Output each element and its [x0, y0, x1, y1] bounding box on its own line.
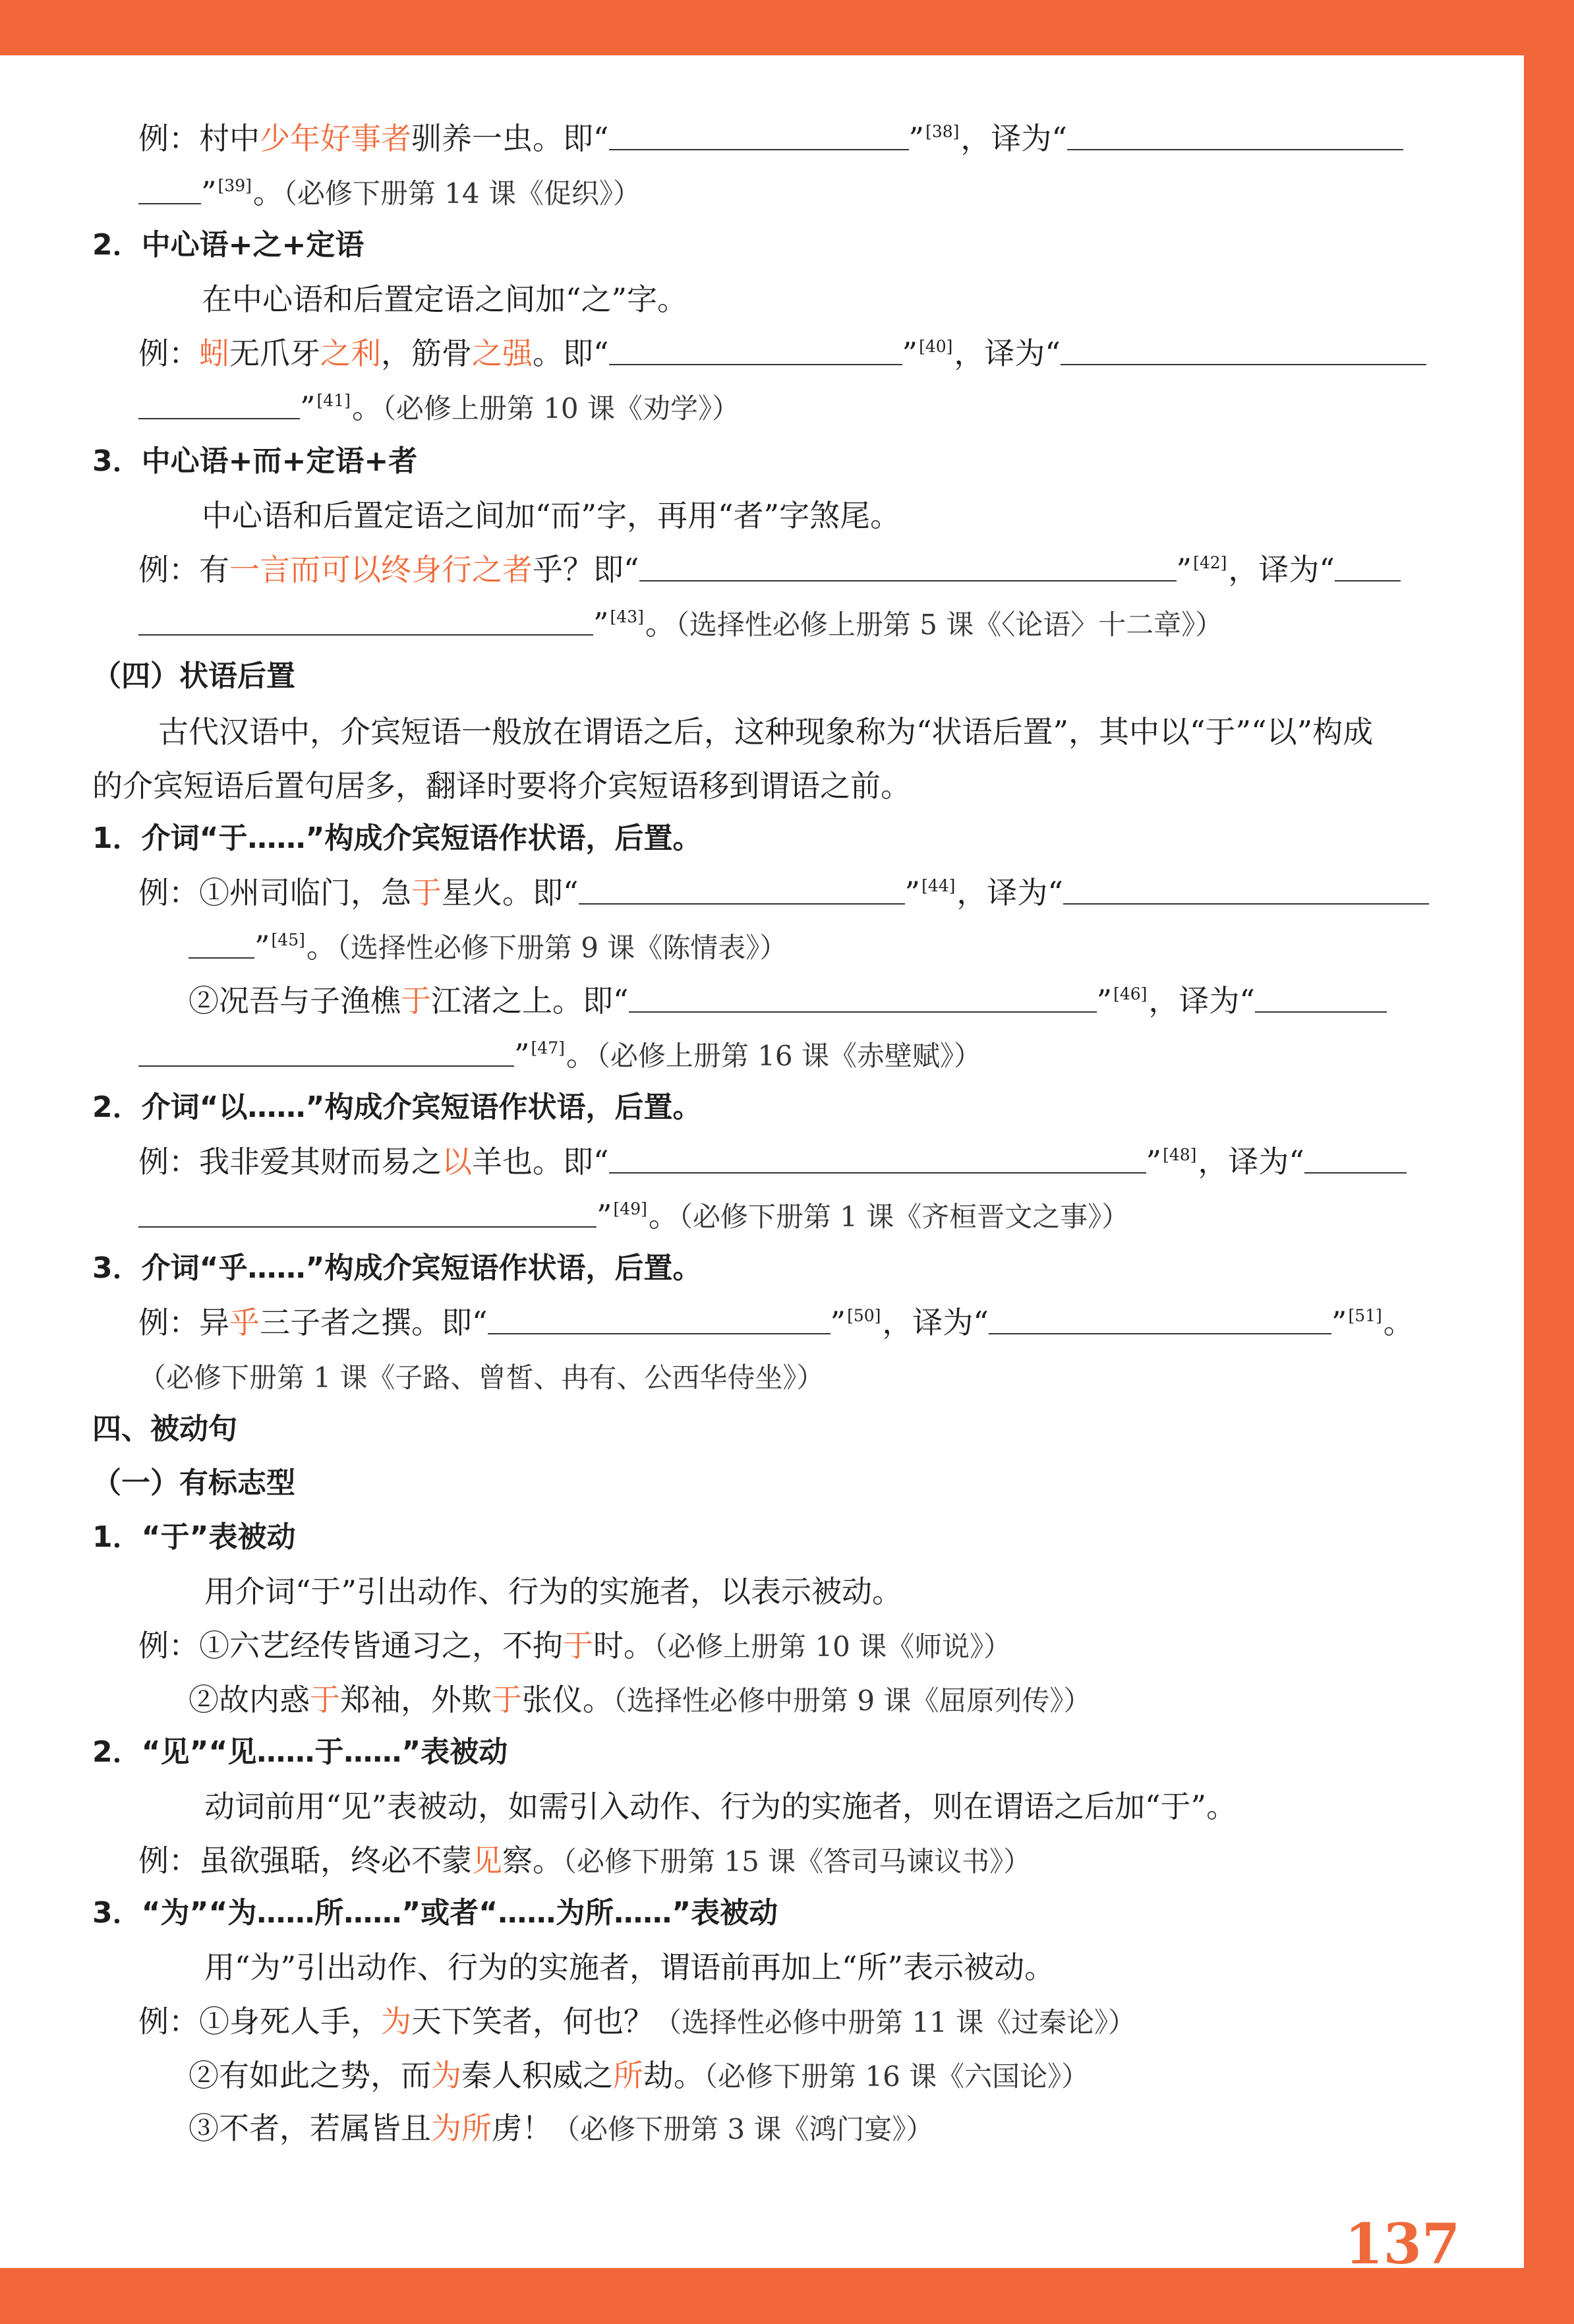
answer-blank: [488, 1301, 831, 1334]
footnote-marker: [40]: [919, 337, 953, 356]
highlighted-text: 于: [310, 1682, 340, 1717]
answer-blank: [639, 549, 1177, 581]
text-segment: 星火。即“: [442, 875, 579, 910]
text-segment: （一）有标志型: [92, 1466, 295, 1500]
text-segment: 3．中心语+而+定语+者: [92, 444, 418, 478]
highlighted-text: 之强: [472, 336, 533, 371]
text-segment: ”: [1096, 983, 1113, 1019]
text-segment: ，译为“: [882, 1305, 989, 1340]
text-segment: 例：村中: [138, 121, 260, 156]
section-heading: [92, 1514, 295, 1561]
source-citation: （选择性必修中册第 11 课《过秦论》）: [654, 2006, 1136, 2039]
section-heading: [92, 1890, 778, 1936]
text-segment: 驯养一虫。即“: [411, 121, 609, 156]
text-line: [189, 978, 1387, 1024]
highlighted-text: 乎: [229, 1305, 260, 1340]
text-segment: 四、被动句: [92, 1412, 237, 1446]
text-line: [138, 547, 1401, 593]
highlighted-text: 于: [492, 1682, 522, 1717]
text-line: [189, 924, 787, 970]
text-segment: ，译为“: [956, 875, 1063, 910]
text-segment: 。: [648, 1198, 679, 1234]
text-segment: ，筋骨: [381, 336, 472, 371]
footnote-marker: [43]: [610, 607, 644, 626]
text-line: [204, 1568, 902, 1615]
source-citation: （必修下册第 3 课《鸿门宴》）: [552, 2113, 934, 2145]
text-line: [138, 601, 1223, 647]
answer-blank: [138, 171, 201, 204]
answer-blank: [609, 332, 902, 365]
text-segment: 。: [566, 1037, 597, 1073]
footnote-marker: [42]: [1193, 553, 1227, 572]
text-segment: 三子者之撰。即“: [260, 1305, 488, 1340]
text-line: [138, 1032, 981, 1078]
source-citation: （必修上册第 10 课《劝学》）: [382, 392, 740, 425]
text-segment: 。: [645, 606, 676, 641]
source-citation: （必修下册第 15 课《答司马谏议书》）: [563, 1845, 1032, 1878]
footnote-marker: [38]: [925, 122, 960, 141]
text-segment: ③不者，若属皆且: [189, 2110, 431, 2146]
text-line: [158, 709, 1373, 755]
answer-blank: [1067, 117, 1403, 150]
answer-blank: [1335, 549, 1401, 581]
source-citation: （必修上册第 10 课《师说》）: [654, 1630, 1012, 1663]
text-line: [202, 276, 687, 322]
highlighted-text: 见: [472, 1843, 502, 1878]
text-segment: 无爪牙: [229, 336, 320, 371]
highlighted-text: 为: [431, 2058, 461, 2093]
text-segment: 张仪。: [522, 1682, 613, 1717]
section-heading: [92, 1460, 295, 1506]
text-line: [138, 1193, 1129, 1239]
text-segment: ”: [201, 175, 217, 210]
textbook-page: [0, 55, 1524, 2277]
text-line: [138, 330, 1426, 376]
text-segment: 。: [252, 175, 283, 210]
answer-blank: [1304, 1141, 1407, 1174]
text-line: [202, 492, 900, 539]
text-segment: ，译为“: [954, 336, 1061, 371]
text-segment: 江渚之上。即“: [431, 983, 629, 1019]
text-segment: ，译为“: [1148, 983, 1255, 1019]
text-segment: 1．介词“于……”构成介宾短语作状语，后置。: [92, 821, 702, 855]
text-segment: 时。: [593, 1628, 654, 1663]
text-line: [92, 763, 911, 809]
text-segment: ，译为“: [1198, 1144, 1304, 1179]
source-citation: （选择性必修下册第 9 课《陈情表》）: [336, 932, 788, 964]
section-heading: [92, 222, 364, 268]
text-segment: 郑袖，外欺: [340, 1682, 492, 1717]
text-segment: 察。: [502, 1843, 563, 1878]
text-segment: ②有如此之势，而: [189, 2058, 431, 2093]
text-segment: 。即“: [533, 336, 609, 371]
answer-blank: [579, 872, 905, 905]
text-segment: ”: [300, 390, 316, 425]
text-line: [204, 1944, 1055, 1990]
answer-blank: [138, 1034, 514, 1067]
section-heading: [92, 438, 417, 485]
text-segment: ②况吾与子渔樵: [189, 983, 401, 1019]
text-line: [138, 1354, 824, 1400]
text-segment: 例：异: [138, 1305, 229, 1340]
text-segment: ，译为“: [1228, 552, 1335, 587]
highlighted-text: 于: [411, 875, 442, 910]
source-citation: （必修下册第 1 课《齐桓晋文之事》）: [678, 1201, 1130, 1233]
text-segment: 3．“为”“为……所……”或者“……为所……”表被动: [92, 1896, 778, 1930]
text-segment: 乎？即“: [533, 552, 639, 587]
highlighted-text: 一言而可以终身行之者: [229, 552, 533, 587]
text-line: [204, 1783, 1237, 1830]
text-segment: 。: [351, 390, 382, 425]
text-segment: 例：我非爱其财而易之: [138, 1144, 442, 1179]
text-segment: 。: [306, 929, 337, 965]
section-heading: [92, 653, 295, 700]
text-segment: 例：虽欲强聒，终必不蒙: [138, 1843, 472, 1878]
answer-blank: [629, 980, 1097, 1013]
highlighted-text: 少年好事者: [260, 121, 411, 156]
section-heading: [92, 1729, 508, 1775]
text-segment: 例：: [138, 336, 199, 371]
text-line: [138, 169, 641, 216]
text-segment: 2．“见”“见……于……”表被动: [92, 1735, 508, 1769]
text-segment: ”: [514, 1037, 530, 1073]
text-line: [189, 1677, 1091, 1723]
footnote-marker: [46]: [1113, 984, 1148, 1003]
text-segment: ”: [1146, 1144, 1162, 1179]
highlighted-text: 于: [563, 1628, 593, 1663]
text-segment: ”: [830, 1305, 846, 1340]
text-line: [138, 1998, 1136, 2044]
text-segment: 虏！: [492, 2110, 552, 2146]
footnote-marker: [51]: [1348, 1306, 1382, 1325]
text-segment: 劫。: [643, 2058, 704, 2093]
text-segment: 秦人积威之: [461, 2058, 613, 2093]
text-segment: 古代汉语中，介宾短语一般放在谓语之后，这种现象称为“状语后置”，其中以“于”“以”构成: [158, 714, 1374, 750]
text-segment: 例：①六艺经传皆通习之，不拘: [138, 1628, 563, 1663]
text-line: [138, 115, 1403, 162]
text-segment: ”: [1331, 1305, 1347, 1340]
answer-blank: [1255, 980, 1387, 1013]
footnote-marker: [49]: [613, 1199, 647, 1218]
text-line: [189, 2105, 933, 2151]
footnote-marker: [48]: [1163, 1145, 1197, 1164]
text-segment: 2．中心语+之+定语: [92, 228, 364, 262]
text-line: [189, 2052, 1089, 2099]
text-segment: 在中心语和后置定语之间加“之”字。: [202, 282, 688, 317]
text-line: [138, 870, 1429, 916]
text-line: [138, 1623, 1011, 1669]
text-segment: 1．“于”表被动: [92, 1520, 296, 1554]
section-heading: [92, 1085, 701, 1131]
text-line: [138, 1299, 1414, 1346]
answer-blank: [609, 117, 909, 150]
answer-blank: [989, 1301, 1331, 1334]
source-citation: （必修下册第 1 课《子路、曾皙、冉有、公西华侍坐》）: [138, 1361, 825, 1394]
answer-blank: [138, 386, 300, 419]
source-citation: （选择性必修中册第 9 课《屈原列传》）: [613, 1684, 1092, 1717]
text-segment: 用“为”引出动作、行为的实施者，谓语前再加上“所”表示被动。: [204, 1950, 1055, 1985]
footnote-marker: [45]: [271, 930, 305, 949]
section-heading: [92, 816, 701, 862]
source-citation: （选择性必修上册第 5 课《〈论语〉十二章》）: [675, 609, 1223, 641]
text-segment: ”: [597, 1198, 612, 1234]
footnote-marker: [44]: [921, 876, 956, 895]
answer-blank: [138, 603, 593, 636]
text-segment: 例：有: [138, 552, 229, 587]
text-segment: 的介宾短语后置句居多，翻译时要将介宾短语移到谓语之前。: [92, 768, 911, 804]
footnote-marker: [41]: [316, 391, 351, 410]
text-segment: 例：①州司临门，急: [138, 875, 411, 910]
section-heading: [92, 1406, 237, 1452]
text-line: [138, 1837, 1031, 1884]
answer-blank: [609, 1141, 1146, 1174]
text-segment: ”: [1176, 552, 1192, 587]
highlighted-text: 所: [613, 2058, 643, 2093]
highlighted-text: 为所: [431, 2110, 492, 2146]
answer-blank: [1063, 872, 1429, 905]
highlighted-text: 之利: [320, 336, 381, 371]
footnote-marker: [47]: [531, 1038, 565, 1058]
text-segment: ”: [904, 875, 921, 910]
text-segment: 。: [1383, 1305, 1414, 1340]
highlighted-text: 以: [442, 1144, 472, 1179]
page-number: 137: [1345, 2211, 1461, 2277]
text-segment: 羊也。即“: [472, 1144, 609, 1179]
text-segment: 天下笑者，何也？: [411, 2004, 654, 2039]
source-citation: （必修上册第 16 课《赤壁赋》）: [596, 1040, 982, 1072]
answer-blank: [189, 926, 254, 959]
text-segment: ，译为“: [960, 121, 1067, 156]
source-citation: （必修下册第 16 课《六国论》）: [704, 2060, 1090, 2093]
text-segment: 中心语和后置定语之间加“而”字，再用“者”字煞尾。: [202, 498, 901, 533]
text-segment: ”: [908, 121, 925, 156]
text-segment: 3．介词“乎……”构成介宾短语作状语，后置。: [92, 1251, 702, 1285]
text-segment: 动词前用“见”表被动，如需引入动作、行为的实施者，则在谓语之后加“于”。: [204, 1789, 1237, 1824]
answer-blank: [1061, 332, 1426, 365]
source-citation: （必修下册第 14 课《促织》）: [283, 177, 641, 210]
text-segment: 用介词“于”引出动作、行为的实施者，以表示被动。: [204, 1574, 903, 1609]
text-segment: ”: [254, 929, 270, 965]
text-segment: （四）状语后置: [92, 659, 295, 693]
text-segment: ②故内惑: [189, 1682, 310, 1717]
highlighted-text: 蚓: [199, 336, 229, 371]
text-segment: 例：①身死人手，: [138, 2004, 381, 2039]
answer-blank: [138, 1195, 597, 1228]
text-segment: ”: [593, 606, 609, 641]
highlighted-text: 于: [401, 983, 431, 1019]
text-line: [138, 1139, 1407, 1185]
highlighted-text: 为: [381, 2004, 411, 2039]
text-segment: 2．介词“以……”构成介宾短语作状语，后置。: [92, 1090, 702, 1124]
text-line: [138, 384, 740, 431]
footnote-marker: [50]: [847, 1306, 881, 1325]
text-segment: ”: [902, 336, 918, 371]
section-heading: [92, 1245, 701, 1292]
footnote-marker: [39]: [218, 176, 252, 195]
